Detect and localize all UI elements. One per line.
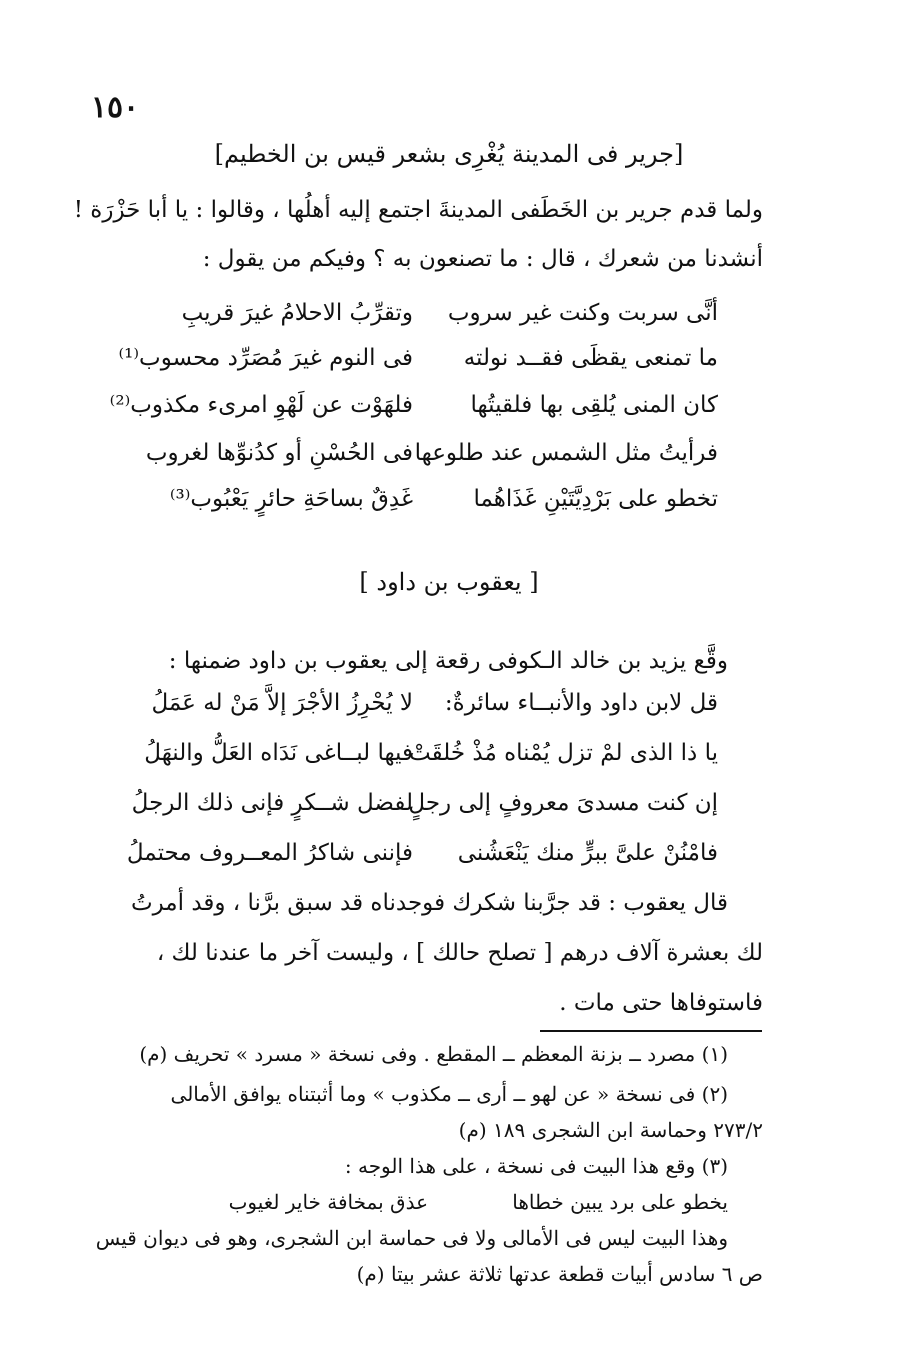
prose-line: فاستوفاها حتى مات . — [559, 990, 763, 1016]
verse-second-hemistich: فإننى شاكرُ المعــروف محتملُ — [126, 840, 413, 866]
verse-first-hemistich: قل لابن داود والأنبــاء سائرةٌ: — [444, 690, 718, 716]
verse-second-hemistich: وتقرِّبُ الاحلامُ غيرَ قريبِ — [181, 300, 413, 326]
footnote-2-continued: ٢٧٣/٢ وحماسة ابن الشجرى ١٨٩ (م) — [458, 1118, 763, 1142]
verse-second-hemistich: غَدِقٌ بساحَةِ حائرٍ يَعْبُوب⁽³⁾ — [169, 486, 413, 512]
verse-line — [109, 392, 763, 446]
verse-first-hemistich: يا ذا الذى لمْ تزل يُمْناه مُذْ خُلقَتْ — [409, 740, 718, 766]
verse-first-hemistich: فرأيتُ مثل الشمس عند طلوعها — [414, 440, 718, 466]
section-heading-jarir: [جرير فى المدينة يُغْرِى بشعر قيس بن الخطيم] — [214, 140, 684, 168]
verse-first-hemistich: ما تمنعى يقظَى فقــد نولته — [463, 345, 718, 371]
prose-line: وقَّع يزيد بن خالد الـكوفى رقعة إلى يعقوب بن داود ضمنها : — [168, 648, 728, 674]
verse-line — [123, 790, 763, 844]
verse-second-hemistich: عذق بمخافة خاير لغيوب — [228, 1190, 428, 1214]
verse-first-hemistich: أنَّى سربت وكنت غير سروب — [447, 300, 718, 326]
verse-second-hemistich: لفضل شــكرٍ فإنى ذلك الرجلُ — [131, 790, 413, 816]
verse-line — [123, 740, 763, 794]
verse-line — [123, 840, 763, 894]
footnote-1: (١) مصرد ــ بزنة المعظم ــ المقطع . وفى نسخة « مسرد » تحريف (م) — [139, 1042, 728, 1066]
verse-second-hemistich: فى النوم غيرَ مُصَرِّد محسوب⁽¹⁾ — [118, 345, 413, 371]
verse-second-hemistich: لا يُحْرِزُ الأجْرَ إلاَّ مَنْ له عَمَلُ — [151, 690, 413, 716]
verse-first-hemistich: فامْنُنْ علىَّ ببرٍّ منك يَنْعَشُنى — [457, 840, 718, 866]
prose-line: لك بعشرة آلاف درهم [ تصلح حالك ] ، وليست آخر ما عندنا لك ، — [156, 940, 763, 966]
verse-line — [123, 486, 763, 540]
page-number: ١٥٠ — [90, 90, 140, 125]
verse-first-hemistich: كان المنى يُلقِى بها فلقيتُها — [470, 392, 718, 418]
verse-second-hemistich: فى الحُسْنِ أو كدُنوِّها لغروب — [145, 440, 413, 466]
footnote-3: (٣) وقع هذا البيت فى نسخة ، على هذا الوجه : — [344, 1154, 728, 1178]
verse-second-hemistich: فلهَوْت عن لَهْوِ امرىء مكذوب⁽²⁾ — [109, 392, 413, 418]
footnote-3-verse — [168, 1190, 728, 1226]
verse-second-hemistich: فيها لبــاغى نَدَاه العَلُّ والنهَلُ — [144, 740, 413, 766]
prose-line: قال يعقوب : قد جرَّبنا شكرك فوجدناه قد سبق برَّنا ، وقد أمرتُ — [130, 890, 728, 916]
verse-first-hemistich: يخطو على برد يبين خطاها — [512, 1190, 728, 1214]
footnote-3-continued: ص ٦ سادس أبيات قطعة عدتها ثلاثة عشر بيتا (م) — [356, 1262, 763, 1286]
prose-line: أنشدنا من شعرك ، قال : ما تصنعون به ؟ وفيكم من يقول : — [202, 246, 763, 272]
footnote-separator — [540, 1030, 762, 1032]
prose-line: ولما قدم جرير بن الخَطَفى المدينةَ اجتمع إليه أهلُها ، وقالوا : يا أبا حَزْرَة ! — [73, 197, 763, 223]
verse-first-hemistich: إن كنت مسدىَ معروفٍ إلى رجلٍ — [408, 790, 718, 816]
verse-first-hemistich: تخطو على بَرْدِيَّتَيْنِ غَذَاهُما — [473, 486, 718, 512]
verse-line — [123, 690, 763, 744]
footnote-3-continued: وهذا البيت ليس فى الأمالى ولا فى حماسة ابن الشجرى، وهو فى ديوان قيس — [95, 1226, 728, 1250]
verse-line — [118, 345, 763, 399]
section-heading-yaqub: [ يعقوب بن داود ] — [359, 568, 539, 596]
footnote-2: (٢) فى نسخة « عن لهو ــ أرى ــ مكذوب » وما أثبتناه يوافق الأمالى — [170, 1082, 728, 1106]
